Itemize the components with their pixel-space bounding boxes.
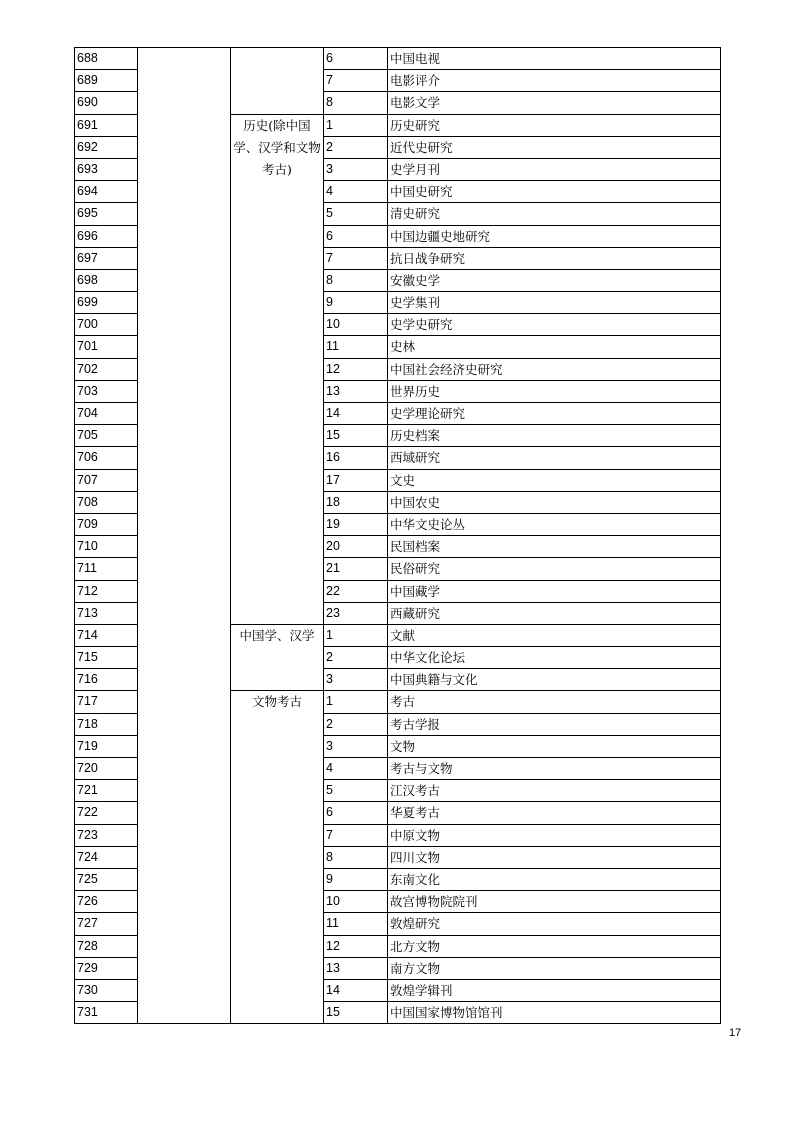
sequence-cell: 11	[324, 913, 388, 935]
journal-name-cell: 故宫博物院院刊	[388, 891, 721, 913]
sequence-cell: 4	[324, 181, 388, 203]
row-number-cell: 718	[75, 713, 138, 735]
sequence-cell: 8	[324, 92, 388, 114]
row-number-cell: 702	[75, 358, 138, 380]
journal-name-cell: 中国农史	[388, 491, 721, 513]
row-number-cell: 726	[75, 891, 138, 913]
row-number-cell: 692	[75, 136, 138, 158]
row-number-cell: 717	[75, 691, 138, 713]
journal-name-cell: 中原文物	[388, 824, 721, 846]
sequence-cell: 2	[324, 647, 388, 669]
journal-name-cell: 敦煌研究	[388, 913, 721, 935]
sequence-cell: 19	[324, 513, 388, 535]
journal-name-cell: 北方文物	[388, 935, 721, 957]
journal-name-cell: 史林	[388, 336, 721, 358]
journal-name-cell: 南方文物	[388, 957, 721, 979]
journal-name-cell: 电影文学	[388, 92, 721, 114]
row-number-cell: 725	[75, 868, 138, 890]
sequence-cell: 4	[324, 758, 388, 780]
journal-name-cell: 西藏研究	[388, 602, 721, 624]
row-number-cell: 728	[75, 935, 138, 957]
sequence-cell: 22	[324, 580, 388, 602]
sequence-cell: 10	[324, 891, 388, 913]
sequence-cell: 12	[324, 935, 388, 957]
journal-name-cell: 文物	[388, 735, 721, 757]
sequence-cell: 11	[324, 336, 388, 358]
sequence-cell: 3	[324, 735, 388, 757]
sequence-cell: 18	[324, 491, 388, 513]
journal-name-cell: 中国国家博物馆馆刊	[388, 1002, 721, 1024]
journal-name-cell: 世界历史	[388, 380, 721, 402]
row-number-cell: 724	[75, 846, 138, 868]
sequence-cell: 21	[324, 558, 388, 580]
row-number-cell: 700	[75, 314, 138, 336]
sequence-cell: 9	[324, 868, 388, 890]
journal-name-cell: 抗日战争研究	[388, 247, 721, 269]
row-number-cell: 720	[75, 758, 138, 780]
sequence-cell: 13	[324, 380, 388, 402]
sequence-cell: 6	[324, 225, 388, 247]
journal-name-cell: 考古	[388, 691, 721, 713]
row-number-cell: 695	[75, 203, 138, 225]
journal-name-cell: 史学史研究	[388, 314, 721, 336]
row-number-cell: 711	[75, 558, 138, 580]
sequence-cell: 5	[324, 780, 388, 802]
row-number-cell: 716	[75, 669, 138, 691]
row-number-cell: 693	[75, 158, 138, 180]
sequence-cell: 14	[324, 403, 388, 425]
sequence-cell: 15	[324, 1002, 388, 1024]
row-number-cell: 727	[75, 913, 138, 935]
journal-name-cell: 近代史研究	[388, 136, 721, 158]
sequence-cell: 12	[324, 358, 388, 380]
table-row	[75, 48, 721, 70]
journal-name-cell: 敦煌学辑刊	[388, 979, 721, 1001]
category-cell: 历史(除中国学、汉学和文物考古)	[231, 114, 324, 624]
journal-name-cell: 考古学报	[388, 713, 721, 735]
sequence-cell: 1	[324, 624, 388, 646]
category-cell	[231, 48, 324, 115]
sequence-cell: 6	[324, 802, 388, 824]
journal-table-container	[74, 47, 720, 1024]
sequence-cell: 7	[324, 70, 388, 92]
row-number-cell: 730	[75, 979, 138, 1001]
sequence-cell: 16	[324, 447, 388, 469]
sequence-cell: 14	[324, 979, 388, 1001]
row-number-cell: 712	[75, 580, 138, 602]
journal-name-cell: 历史档案	[388, 425, 721, 447]
sequence-cell: 20	[324, 536, 388, 558]
journal-name-cell: 中华文史论丛	[388, 513, 721, 535]
journal-name-cell: 史学理论研究	[388, 403, 721, 425]
sequence-cell: 1	[324, 691, 388, 713]
journal-name-cell: 中国藏学	[388, 580, 721, 602]
journal-name-cell: 中国史研究	[388, 181, 721, 203]
journal-name-cell: 电影评介	[388, 70, 721, 92]
row-number-cell: 704	[75, 403, 138, 425]
row-number-cell: 705	[75, 425, 138, 447]
row-number-cell: 731	[75, 1002, 138, 1024]
sequence-cell: 8	[324, 846, 388, 868]
journal-name-cell: 江汉考古	[388, 780, 721, 802]
row-number-cell: 698	[75, 269, 138, 291]
row-number-cell: 719	[75, 735, 138, 757]
page-number: 17	[729, 1027, 742, 1039]
row-number-cell: 690	[75, 92, 138, 114]
journal-name-cell: 安徽史学	[388, 269, 721, 291]
journal-name-cell: 中国电视	[388, 48, 721, 70]
row-number-cell: 709	[75, 513, 138, 535]
row-number-cell: 701	[75, 336, 138, 358]
journal-name-cell: 中国社会经济史研究	[388, 358, 721, 380]
row-number-cell: 729	[75, 957, 138, 979]
journal-name-cell: 史学集刊	[388, 292, 721, 314]
sequence-cell: 5	[324, 203, 388, 225]
journal-name-cell: 四川文物	[388, 846, 721, 868]
discipline-cell	[138, 48, 231, 1024]
row-number-cell: 703	[75, 380, 138, 402]
row-number-cell: 707	[75, 469, 138, 491]
row-number-cell: 714	[75, 624, 138, 646]
sequence-cell: 10	[324, 314, 388, 336]
journal-name-cell: 中国边疆史地研究	[388, 225, 721, 247]
journal-name-cell: 民国档案	[388, 536, 721, 558]
journal-name-cell: 文献	[388, 624, 721, 646]
sequence-cell: 1	[324, 114, 388, 136]
journal-name-cell: 考古与文物	[388, 758, 721, 780]
sequence-cell: 3	[324, 158, 388, 180]
journal-name-cell: 中华文化论坛	[388, 647, 721, 669]
sequence-cell: 23	[324, 602, 388, 624]
journal-name-cell: 清史研究	[388, 203, 721, 225]
row-number-cell: 697	[75, 247, 138, 269]
journal-name-cell: 中国典籍与文化	[388, 669, 721, 691]
journal-name-cell: 史学月刊	[388, 158, 721, 180]
row-number-cell: 722	[75, 802, 138, 824]
row-number-cell: 713	[75, 602, 138, 624]
row-number-cell: 694	[75, 181, 138, 203]
sequence-cell: 15	[324, 425, 388, 447]
sequence-cell: 2	[324, 136, 388, 158]
row-number-cell: 708	[75, 491, 138, 513]
row-number-cell: 715	[75, 647, 138, 669]
sequence-cell: 8	[324, 269, 388, 291]
sequence-cell: 7	[324, 824, 388, 846]
sequence-cell: 3	[324, 669, 388, 691]
row-number-cell: 699	[75, 292, 138, 314]
row-number-cell: 696	[75, 225, 138, 247]
sequence-cell: 6	[324, 48, 388, 70]
row-number-cell: 710	[75, 536, 138, 558]
row-number-cell: 723	[75, 824, 138, 846]
journal-name-cell: 东南文化	[388, 868, 721, 890]
journal-name-cell: 西域研究	[388, 447, 721, 469]
row-number-cell: 691	[75, 114, 138, 136]
journal-name-cell: 华夏考古	[388, 802, 721, 824]
row-number-cell: 689	[75, 70, 138, 92]
journal-table	[74, 47, 721, 1024]
sequence-cell: 2	[324, 713, 388, 735]
category-cell: 文物考古	[231, 691, 324, 1024]
sequence-cell: 17	[324, 469, 388, 491]
sequence-cell: 7	[324, 247, 388, 269]
journal-name-cell: 民俗研究	[388, 558, 721, 580]
journal-name-cell: 文史	[388, 469, 721, 491]
journal-table-body	[75, 48, 721, 1024]
row-number-cell: 688	[75, 48, 138, 70]
row-number-cell: 706	[75, 447, 138, 469]
category-cell: 中国学、汉学	[231, 624, 324, 691]
row-number-cell: 721	[75, 780, 138, 802]
sequence-cell: 13	[324, 957, 388, 979]
sequence-cell: 9	[324, 292, 388, 314]
journal-name-cell: 历史研究	[388, 114, 721, 136]
